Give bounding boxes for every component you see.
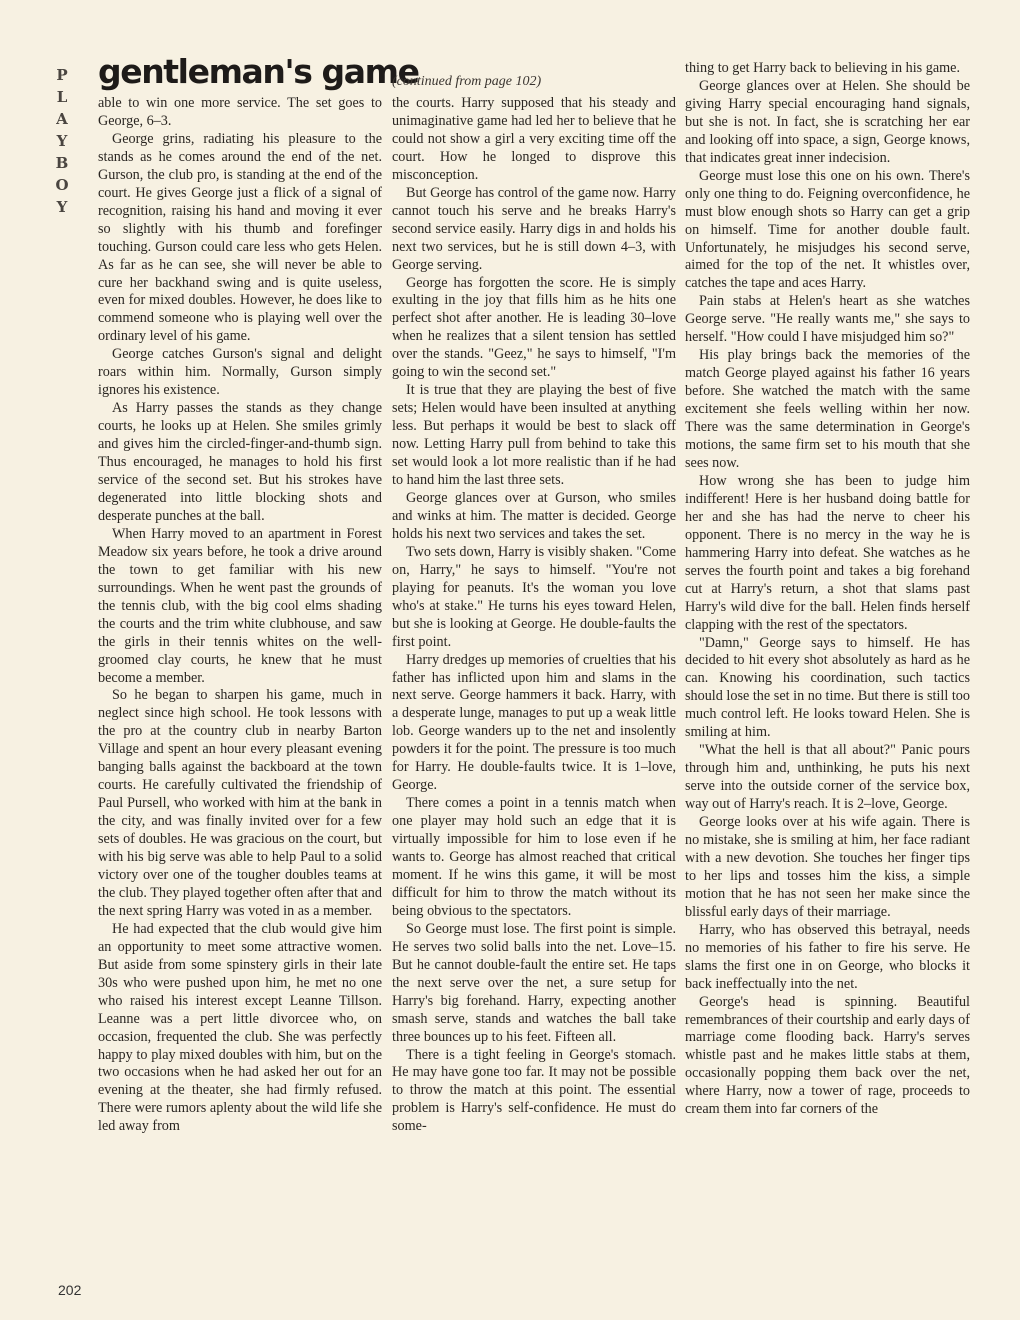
paragraph: George grins, radiating his pleasure to the stands as he comes around the end of the net. Gurson, the club pro, is standing at the end of the court. He gives George just a flick of a signal of recognition, raising his hand and moving it ever so slightly with his thumb and forefinger touching. Gurson could care less who gets Helen. As far as he can see, she will never be able to cure her backhand swing and is quite useless, even for mixed doubles. However, he does like to commend someone who is playing well over the ordinary level of his game.: [98, 130, 382, 345]
text-column-1: [98, 95, 382, 1300]
continued-note: (continued from page 102): [392, 74, 542, 89]
magazine-letter: P: [56, 66, 68, 84]
paragraph: "Damn," George says to himself. He has decided to hit every shot absolutely as hard as he can. Knowing his coordination, such tactics should lose the set in no time. But there is still too much control left. He looks toward Helen. She is smiling at him.: [685, 634, 970, 741]
paragraph: George must lose this one on his own. There's only one thing to do. Feigning overconfidence, he must blow enough shots so Harry can get a grip on himself. Time for another double fault. Unfortunately, he misjudges his second serve, aimed for the top of the net. It whistles over, catches the tape and aces Harry.: [685, 167, 970, 292]
paragraph: It is true that they are playing the best of five sets; Helen would have been insulted at anything less. But perhaps it would be best to slack off now. Letting Harry pull from behind to take this set would look a lot more realistic than if he had to hand him the last three sets.: [392, 382, 676, 489]
paragraph: So George must lose. The first point is simple. He serves two solid balls into the net. Love–15. But he cannot double-fault the entire set. He taps the next serve over the net, a sure setup for Harry's big forehand. Harry, expecting another smash serve, stands and watches the ball take three bounces up to his feet. Fifteen all.: [392, 920, 676, 1045]
magazine-letter: B: [55, 154, 69, 172]
paragraph: He had expected that the club would give him an opportunity to meet some attractive women. But aside from some spinstery girls in their late 30s who were pushed upon him, he met no one who raised his interest except Leanne Tillson. Leanne was a pert little divorcee who, on occasion, frequented the club. She was perfectly happy to play mixed doubles with him, but on the two occasions when he had asked her out for an evening at the theater, she had firmly refused. There were rumors aplenty about the wild life she led away from: [98, 920, 382, 1135]
paragraph: So he began to sharpen his game, much in neglect since high school. He took lessons with the pro at the country club in nearby Barton Village and spent an hour every pleasant evening banging balls against the backboard at the town courts. He carefully cultivated the friendship of Paul Pursell, who worked with him at the bank in the city, and was finally invited over for a few sets of doubles. He was gracious on the court, but with his big serve was able to help Paul to a solid victory over one of the tougher doubles teams at the club. They played together often after that and the next spring Harry was voted in as a member.: [98, 687, 382, 919]
paragraph: How wrong she has been to judge him indifferent! Here is her husband doing battle for her and she has had the nerve to cheer his opponent. There is no mercy in the way he is hammering Harry into defeat. She watches as he serves the fourth point and takes a big forehand cut at Harry's return, a shot that slams past Harry's wild dive for the ball. Helen finds herself clapping with the rest of the spectators.: [685, 472, 970, 633]
paragraph: the courts. Harry supposed that his steady and unimaginative game had led her to believe that he could not show a girl a very exciting time off the court. How he longed to disprove this misconception.: [392, 95, 676, 183]
magazine-letter: O: [55, 176, 69, 194]
paragraph: Two sets down, Harry is visibly shaken. "Come on, Harry," he says to himself. "You're not playing for peanuts. It's the woman you love who's at stake." He turns his eyes toward Helen, but she is looking at George. He double-faults the first point.: [392, 543, 676, 650]
text-column-3: [685, 60, 970, 1300]
magazine-name: [50, 64, 74, 218]
paragraph: When Harry moved to an apartment in Forest Meadow six years before, he took a drive around the town to get familiar with his new surroundings. When he went past the grounds of the tennis club, with the big cool elms shading the courts and the trim white clubhouse, and saw the girls in their tennis whites on the well-groomed clay courts, he knew that he must become a member.: [98, 525, 382, 686]
paragraph: "What the hell is that all about?" Panic pours through him and, unthinking, he puts his next serve into the outside corner of the service box, way out of Harry's reach. It is 2–love, George.: [685, 742, 970, 813]
magazine-letter: A: [56, 110, 68, 128]
magazine-letter: L: [56, 88, 68, 106]
paragraph: There is a tight feeling in George's stomach. He may have gone too far. It may not be possible to throw the match at this point. The essential problem is Harry's self-confidence. He must do some-: [392, 1046, 676, 1135]
paragraph: George's head is spinning. Beautiful remembrances of their courtship and early days of marriage come flooding back. Harry's serves whistle past and he makes little stabs at them, occasionally popping them back over the net, where Harry, now a tower of rage, proceeds to cream them into far corners of the: [685, 993, 970, 1118]
paragraph: Pain stabs at Helen's heart as she watches George serve. "He really wants me," she says to herself. "How could I have misjudged him so?": [685, 293, 970, 346]
paragraph: George looks over at his wife again. There is no mistake, she is smiling at him, her face radiant with a new devotion. She touches her finger tips to her lips and tosses him the kiss, a simple motion that he has not seen her make since the blissful early days of their marriage.: [685, 814, 970, 920]
paragraph: Harry, who has observed this betrayal, needs no memories of his father to fire his serve. He slams the first one in on George, who blocks it back ineffectually into the net.: [685, 921, 970, 992]
paragraph: George glances over at Gurson, who smiles and winks at him. The matter is decided. George holds his next two services and takes the set.: [392, 489, 676, 542]
paragraph: There comes a point in a tennis match when one player may hold such an edge that it is virtually impossible for him to lose even if he wants to. George has almost reached that critical moment. If he wins this game, it will be most difficult for him to throw the match without its being obvious to the spectators.: [392, 795, 676, 919]
paragraph: His play brings back the memories of the match George played against his father 16 years before. She watched the match with the same excitement she feels welling within her now. There was the same determination in George's motions, the same firm set to his mouth that she sees now.: [685, 347, 970, 471]
article-title: gentleman's game: [98, 52, 419, 91]
paragraph: George glances over at Helen. She should be giving Harry special encouraging hand signals, but she is not. In fact, she is scratching her ear and looking off into space, a sign, George knows, that indicates great inner indecision.: [685, 77, 970, 166]
text-column-2: [392, 95, 676, 1300]
paragraph: Harry dredges up memories of cruelties that his father has inflicted upon him and slams in the next serve. George hammers it back. Harry, with a desperate lunge, manages to put up a weak little lob. George wanders up to the net and insolently powders it for the point. The pressure is too much for Harry. He double-faults twice. It is 1–love, George.: [392, 651, 676, 794]
paragraph: But George has control of the game now. Harry cannot touch his serve and he breaks Harry's second service easily. Harry digs in and holds his next two services, but he is still down 4–3, with George serving.: [392, 184, 676, 273]
page-number: 202: [58, 1282, 82, 1298]
paragraph: thing to get Harry back to believing in his game.: [685, 60, 961, 76]
magazine-letter: Y: [56, 132, 68, 150]
paragraph: George catches Gurson's signal and delight roars within him. Normally, Gurson simply ignores his existence.: [98, 346, 382, 399]
paragraph: able to win one more service. The set goes to George, 6–3.: [98, 95, 382, 129]
magazine-letter: Y: [56, 198, 68, 216]
paragraph: As Harry passes the stands as they change courts, he looks up at Helen. She smiles grimly and gives him the circled-finger-and-thumb sign. Thus encouraged, he manages to hold his first service of the second set. But his strokes have degenerated into little blocking shots and desperate punches at the ball.: [98, 400, 382, 524]
paragraph: George has forgotten the score. He is simply exulting in the joy that fills him as he hits one perfect shot after another. He is leading 30–love when he realizes that a silent tension has settled over the stands. "Geez," he says to himself, "I'm going to win the second set.": [392, 274, 676, 381]
